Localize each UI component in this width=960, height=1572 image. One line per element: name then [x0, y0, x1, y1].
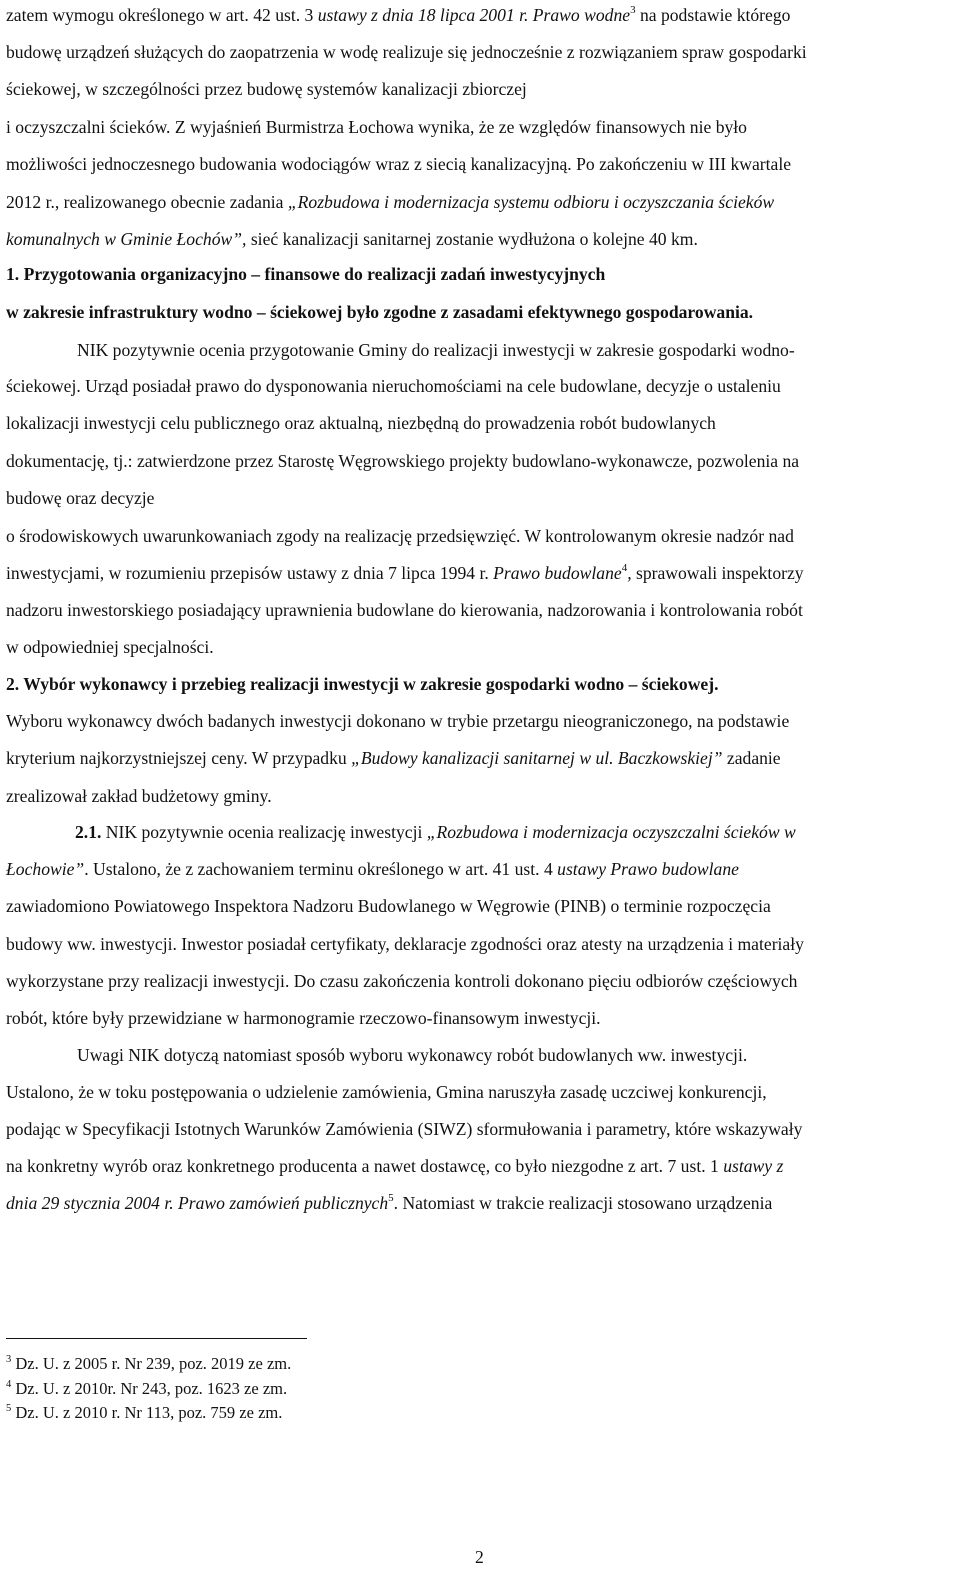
- text-line: [6, 636, 214, 658]
- footnote-number: 3: [6, 1353, 12, 1365]
- text-line: [75, 821, 796, 843]
- text-line: [77, 339, 795, 361]
- footnote-separator: [6, 1338, 307, 1339]
- text-line: [6, 375, 781, 397]
- footnote-text: Dz. U. z 2005 r. Nr 239, poz. 2019 ze zm.: [11, 1354, 292, 1373]
- text-segment: Ustalono, że w toku postępowania o udzielenie zamówienia, Gmina naruszyła zasadę uczciwej konkurencji,: [6, 1082, 767, 1102]
- text-segment: i oczyszczalni ścieków. Z wyjaśnień Burmistrza Łochowa wynika, że ze względów finansowych nie było: [6, 117, 747, 137]
- text-line: [6, 970, 797, 992]
- text-line: [6, 858, 739, 880]
- footnote-number: 5: [6, 1402, 12, 1414]
- text-segment: 1. Przygotowania organizacyjno – finansowe do realizacji zadań inwestycyjnych: [6, 264, 606, 284]
- text-line: [6, 895, 771, 917]
- text-segment: podając w Specyfikacji Istotnych Warunków Zamówienia (SIWZ) sformułowania i parametry, które wskazywały: [6, 1119, 803, 1139]
- text-segment: dnia 29 stycznia 2004 r. Prawo zamówień publicznych: [6, 1193, 389, 1213]
- text-line: [6, 785, 272, 807]
- text-segment: Wyboru wykonawcy dwóch badanych inwestycji dokonano w trybie przetargu nieograniczonego, na podstawie: [6, 711, 790, 731]
- text-segment: Prawo budowlane: [493, 563, 622, 583]
- text-line: [6, 1081, 767, 1103]
- text-line: [77, 1044, 747, 1066]
- text-segment: ściekowej, w szczególności przez budowę systemów kanalizacji zbiorczej: [6, 79, 527, 99]
- text-line: [6, 673, 719, 695]
- page-number: 2: [475, 1547, 484, 1567]
- text-line: [6, 1192, 772, 1214]
- text-line: [6, 412, 716, 434]
- text-line: [6, 1007, 601, 1029]
- text-segment: możliwości jednoczesnego budowania wodociągów wraz z siecią kanalizacyjną. Po zakończeniu w III kwartale: [6, 154, 792, 174]
- text-segment: nadzoru inwestorskiego posiadający uprawnienia budowlane do kierowania, nadzorowania i kontrolowania robót: [6, 600, 803, 620]
- text-line: [6, 116, 747, 138]
- text-segment: budowę oraz decyzje: [6, 488, 155, 508]
- text-segment: o środowiskowych uwarunkowaniach zgody na realizację przedsięwzięć. W kontrolowanym okresie nadzór nad: [6, 526, 794, 546]
- text-line: [6, 41, 807, 63]
- footnote-text: Dz. U. z 2010 r. Nr 113, poz. 759 ze zm.: [11, 1403, 283, 1422]
- text-line: [6, 228, 698, 250]
- text-segment: NIK pozytywnie ocenia przygotowanie Gminy do realizacji inwestycji w zakresie gospodarki wodno-: [77, 340, 795, 360]
- text-segment: ściekowej. Urząd posiadał prawo do dysponowania nieruchomościami na cele budowlane, decyzje o ustaleniu: [6, 376, 781, 396]
- text-segment: . Natomiast w trakcie realizacji stosowano urządzenia: [393, 1193, 773, 1213]
- footnote-ref: 4: [621, 562, 628, 575]
- text-line: [6, 562, 804, 584]
- text-segment: ,: [627, 563, 632, 583]
- footnote: [6, 1403, 282, 1423]
- text-segment: na konkretny wyrób oraz konkretnego producenta a nawet dostawcę, co było niezgodne z art. 7 ust. 1: [6, 1156, 724, 1176]
- text-segment: budowy ww. inwestycji. Inwestor posiadał certyfikaty, deklaracje zgodności oraz atesty na urządzenia i materiały: [6, 934, 804, 954]
- text-line: [6, 599, 803, 621]
- text-segment: zrealizował zakład budżetowy gminy.: [6, 786, 272, 806]
- text-segment: ustawy Prawo budowlane: [557, 859, 739, 879]
- text-segment: kryterium najkorzystniejszej ceny. W przypadku: [6, 748, 352, 768]
- text-line: [6, 263, 605, 285]
- text-segment: „Rozbudowa i modernizacja systemu odbioru i oczyszczania ścieków: [287, 192, 775, 212]
- text-segment: w zakresie infrastruktury wodno – ściekowej było zgodne z zasadami efektywnego gospodarowania.: [6, 302, 754, 322]
- footnote-number: 4: [6, 1378, 12, 1390]
- text-segment: zadanie: [722, 748, 781, 768]
- text-segment: sprawowali inspektorzy: [631, 563, 804, 583]
- text-segment: Uwagi NIK dotyczą natomiast sposób wyboru wykonawcy robót budowlanych ww. inwestycji.: [77, 1045, 748, 1065]
- text-segment: wykorzystane przy realizacji inwestycji. Do czasu zakończenia kontroli dokonano pięciu odbiorów częściowych: [6, 971, 798, 991]
- text-segment: Łochowie”: [6, 859, 85, 879]
- text-line: [6, 4, 790, 26]
- footnote-text: Dz. U. z 2010r. Nr 243, poz. 1623 ze zm.: [11, 1379, 288, 1398]
- text-segment: 2012 r., realizowanego obecnie zadania: [6, 192, 288, 212]
- text-segment: . Ustalono, że z zachowaniem terminu określonego w art. 41 ust. 4: [84, 859, 558, 879]
- text-line: [6, 1118, 802, 1140]
- text-segment: 2. Wybór wykonawcy i przebieg realizacji inwestycji w zakresie gospodarki wodno – ściekowej.: [6, 674, 719, 694]
- text-segment: w odpowiedniej specjalności.: [6, 637, 214, 657]
- text-segment: 2.1.: [75, 822, 102, 842]
- text-segment: inwestycjami, w rozumieniu przepisów ustawy z dnia 7 lipca 1994 r.: [6, 563, 494, 583]
- text-line: [6, 487, 155, 509]
- text-segment: ustawy z dnia 18 lipca 2001 r. Prawo wodne: [317, 5, 631, 25]
- text-segment: budowę urządzeń służących do zaopatrzenia w wodę realizuje się jednocześnie z rozwiązaniem spraw gospodarki: [6, 42, 807, 62]
- text-line: [6, 1155, 783, 1177]
- text-line: [6, 301, 753, 323]
- footnote: [6, 1354, 291, 1374]
- text-line: [6, 450, 799, 472]
- text-segment: na podstawie którego: [635, 5, 791, 25]
- footnote-ref: 5: [388, 1192, 394, 1205]
- text-segment: dokumentację, tj.: zatwierdzone przez Starostę Węgrowskiego projekty budowlano-wykonawcze, pozwolenia na: [6, 451, 800, 471]
- text-segment: komunalnych w Gminie Łochów”,: [6, 229, 247, 249]
- footnote: [6, 1379, 287, 1399]
- text-line: [6, 747, 781, 769]
- text-segment: sieć kanalizacji sanitarnej zostanie wydłużona o kolejne 40 km.: [246, 229, 698, 249]
- text-line: [6, 525, 794, 547]
- text-line: [6, 153, 791, 175]
- text-segment: robót, które były przewidziane w harmonogramie rzeczowo-finansowym inwestycji.: [6, 1008, 601, 1028]
- text-segment: NIK pozytywnie ocenia realizację inwestycji: [101, 822, 427, 842]
- text-segment: „Rozbudowa i modernizacja oczyszczalni ścieków w: [426, 822, 796, 842]
- text-line: [6, 191, 774, 213]
- footnote-ref: 3: [630, 4, 636, 17]
- text-line: [6, 710, 789, 732]
- text-segment: „Budowy kanalizacji sanitarnej w ul. Baczkowskiej”: [351, 748, 723, 768]
- text-segment: lokalizacji inwestycji celu publicznego oraz aktualną, niezbędną do prowadzenia robót budowlanych: [6, 413, 716, 433]
- text-segment: zawiadomiono Powiatowego Inspektora Nadzoru Budowlanego w Węgrowie (PINB) o terminie rozpoczęcia: [6, 896, 771, 916]
- text-segment: ustawy z: [723, 1156, 784, 1176]
- text-line: [6, 933, 804, 955]
- text-line: [6, 78, 527, 100]
- text-segment: zatem wymogu określonego w art. 42 ust. 3: [6, 5, 318, 25]
